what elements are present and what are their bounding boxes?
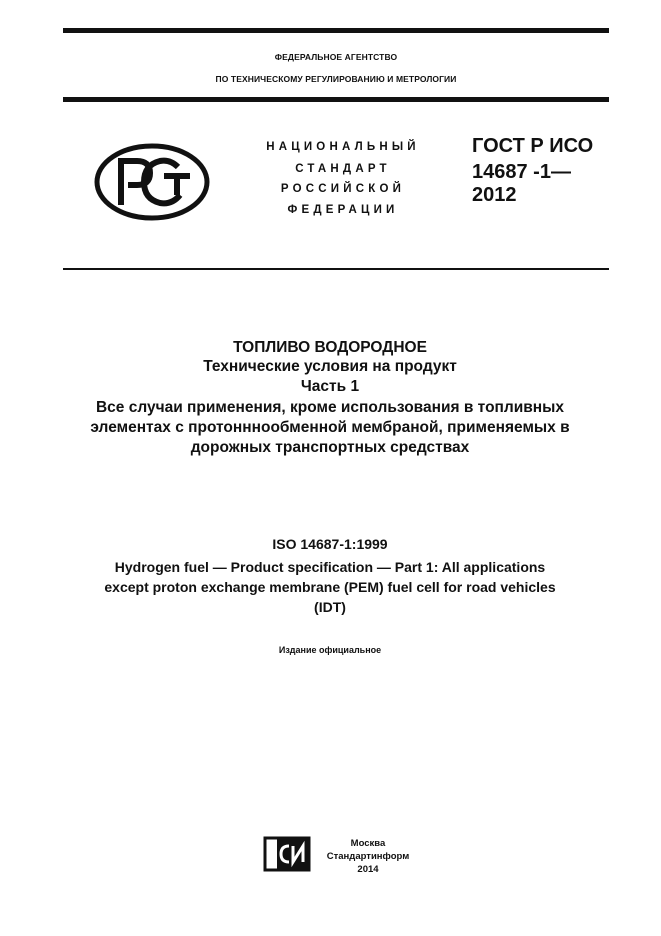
title-subtitle: Технические условия на продукт xyxy=(203,358,457,375)
agency-line-2: ПО ТЕХНИЧЕСКОМУ РЕГУЛИРОВАНИЮ И МЕТРОЛОГИИ xyxy=(215,74,457,84)
publisher-name: Стандартинформ xyxy=(326,851,410,862)
standartinform-logo-icon xyxy=(263,836,311,872)
standard-line-2: СТАНДАРТ xyxy=(295,163,391,175)
top-rule xyxy=(63,28,609,33)
standard-line-1: НАЦИОНАЛЬНЫЙ xyxy=(266,141,420,153)
iso-title-3: (IDT) xyxy=(314,599,346,615)
iso-title-2: except proton exchange membrane (PEM) fuel cell for road vehicles xyxy=(104,579,556,595)
rst-logo-svg xyxy=(94,143,210,221)
agency-line-1: ФЕДЕРАЛЬНОЕ АГЕНТСТВО xyxy=(274,52,398,62)
title-scope-1: Все случаи применения, кроме использования в топливных xyxy=(95,399,565,416)
title-scope-3: дорожных транспортных средствах xyxy=(190,439,470,456)
title-main: ТОПЛИВО ВОДОРОДНОЕ xyxy=(233,339,427,356)
title-part: Часть 1 xyxy=(300,378,360,395)
edition-label: Издание официальное xyxy=(278,645,382,655)
gost-designation-3: 2012 xyxy=(472,184,517,206)
rst-logo xyxy=(94,143,210,221)
publisher-logo xyxy=(263,836,311,872)
iso-title-1: Hydrogen fuel — Product specification — Part 1: All applications xyxy=(114,559,546,575)
standard-line-3: РОССИЙСКОЙ xyxy=(280,183,406,195)
header-rule xyxy=(63,97,609,102)
gost-designation-1: ГОСТ Р ИСО xyxy=(472,135,594,157)
iso-number: ISO 14687-1:1999 xyxy=(272,536,388,552)
title-scope-2: элементах с протонннообменной мембраной, применяемых в xyxy=(90,419,570,436)
publisher-year: 2014 xyxy=(357,864,379,875)
section-rule xyxy=(63,268,609,270)
standard-line-4: ФЕДЕРАЦИИ xyxy=(287,204,399,216)
publisher-city: Москва xyxy=(350,838,386,849)
gost-designation-2: 14687 -1— xyxy=(472,161,571,183)
